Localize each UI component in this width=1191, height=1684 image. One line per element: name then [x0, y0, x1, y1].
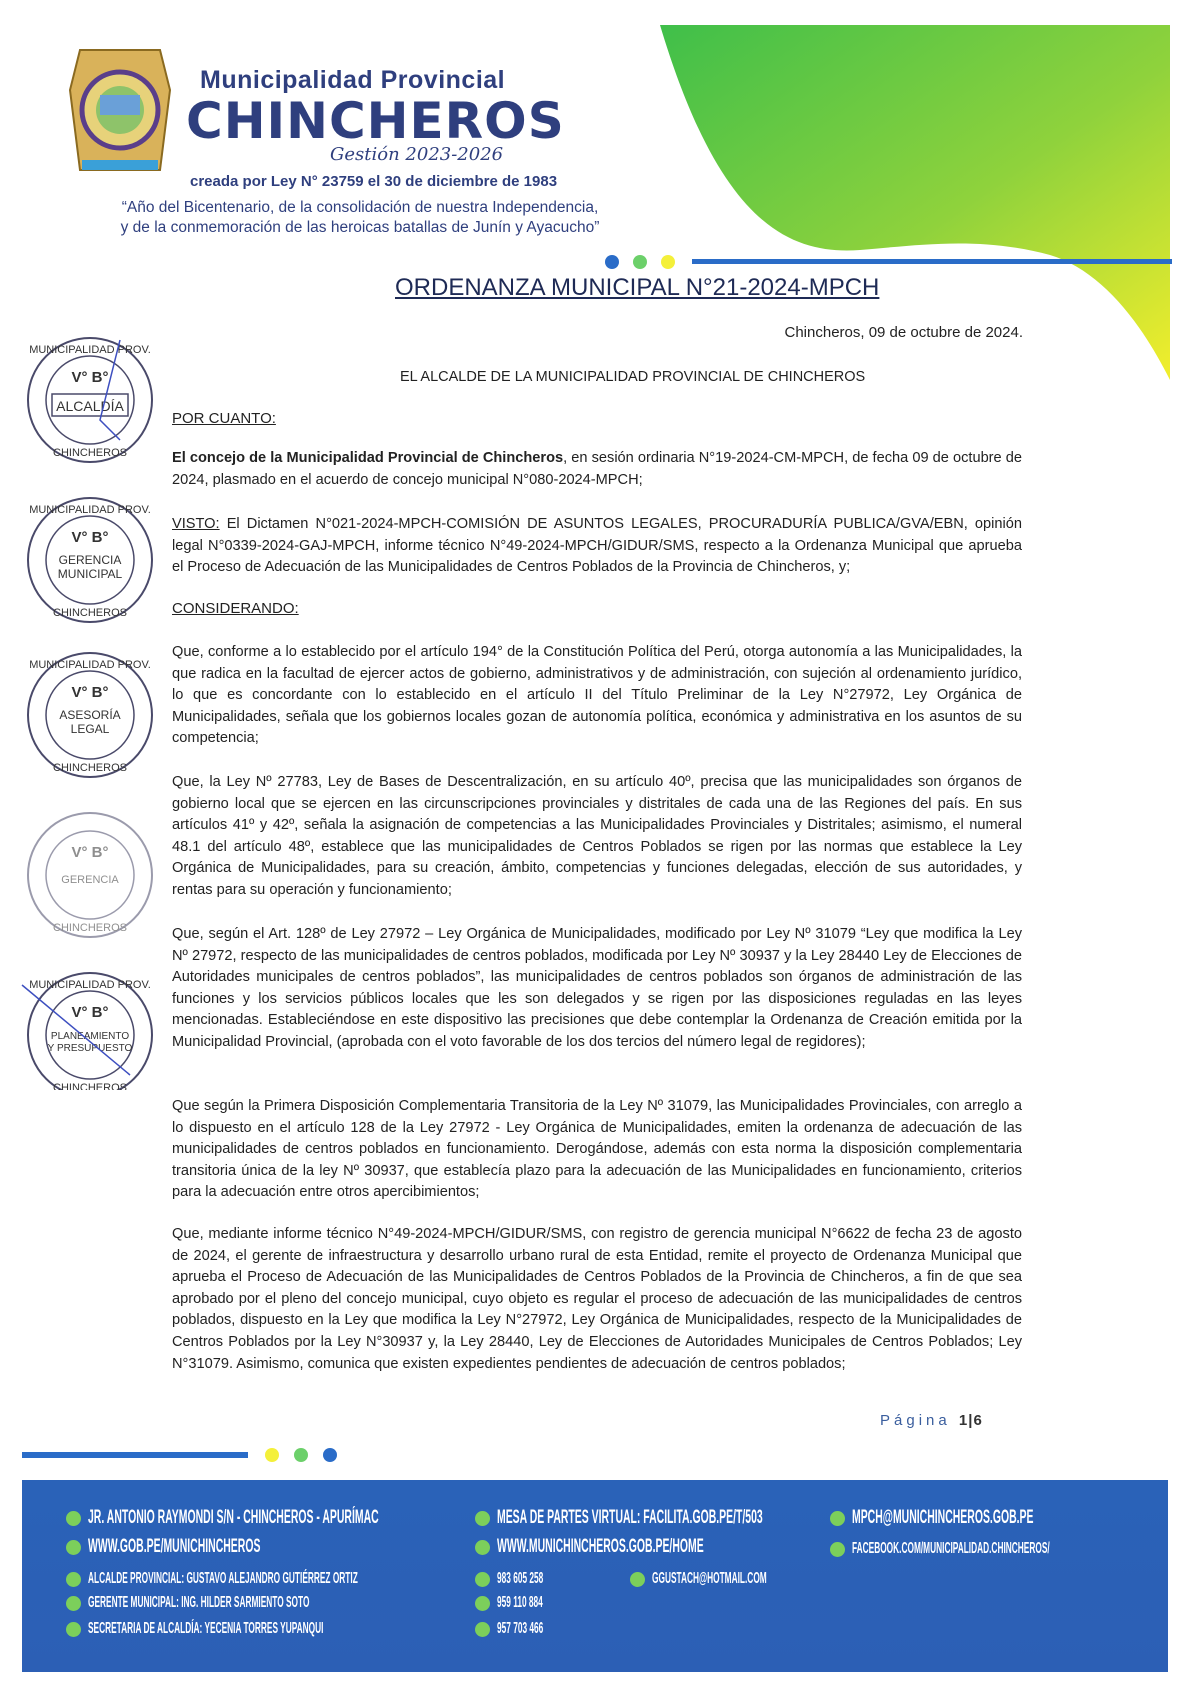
svg-text:ALCALDÍA: ALCALDÍA [56, 398, 124, 414]
address-text: JR. ANTONIO RAYMONDI S/N - CHINCHEROS - APURÍMAC [88, 1507, 379, 1528]
svg-text:V° B°: V° B° [71, 844, 109, 861]
at-icon [630, 1572, 645, 1587]
svg-text:MUNICIPALIDAD PROV.: MUNICIPALIDAD PROV. [29, 344, 151, 356]
svg-text:GERENCIA: GERENCIA [61, 874, 119, 886]
person-icon [66, 1572, 81, 1587]
svg-text:V° B°: V° B° [71, 369, 109, 386]
web-home-text: WWW.MUNICHINCHEROS.GOB.PE/HOME [497, 1536, 704, 1557]
paragraph: Que según la Primera Disposición Complementaria Transitoria de la Ley Nº 31079, las Municipalidades Provinciales, con arreglo a lo dispuesto en el artículo 128 de la Ley 27972 - Ley Orgánica de Municipalidades, emiten la ordenanza de adecuación de las municipalidades de centros poblados en funcionamiento. Derogándose, además con esta norma la disposición complementaria transitoria única de la ley Nº 30937, que establecía plazo para la adecuación de las Municipalidades en funcionamiento, criterios para la adecuación entre otros apercibimientos; [172, 1098, 1022, 1201]
footer-contact-band [22, 1480, 1168, 1672]
issuer: EL ALCALDE DE LA MUNICIPALIDAD PROVINCIAL DE CHINCHEROS [400, 369, 866, 385]
motto-line: y de la conmemoración de las heroicas batallas de Junín y Ayacucho” [120, 219, 600, 236]
svg-text:CHINCHEROS: CHINCHEROS [53, 922, 127, 934]
visto-label: VISTO: [172, 516, 220, 532]
municipal-crest [70, 50, 170, 170]
svg-text:MUNICIPAL: MUNICIPAL [57, 567, 123, 581]
paragraph-concejo [172, 448, 1022, 491]
svg-text:PLANEAMIENTO: PLANEAMIENTO [50, 1031, 130, 1042]
stamp-asesoria-legal [28, 653, 152, 777]
footer-blue-line [22, 1452, 248, 1458]
phone-text: 959 110 884 [497, 1594, 543, 1611]
svg-text:ASESORÍA: ASESORÍA [59, 708, 121, 722]
svg-text:V° B°: V° B° [71, 684, 109, 701]
svg-text:GERENCIA: GERENCIA [58, 553, 122, 567]
stamp-gerencia [28, 813, 152, 937]
page-total: 6 [973, 1412, 983, 1429]
dot-yellow [661, 255, 675, 269]
dot-green [633, 255, 647, 269]
por-cuanto-heading: POR CUANTO: [172, 410, 276, 427]
email2-text: GGUSTACH@HOTMAIL.COM [652, 1570, 767, 1587]
phone-icon [475, 1622, 490, 1637]
stamp-planeamiento [22, 973, 152, 1090]
person-icon [66, 1596, 81, 1611]
page-number: Página 1|6 [880, 1412, 983, 1429]
motto-line: “Año del Bicentenario, de la consolidación de nuestra Independencia, [121, 199, 599, 216]
dot-blue [323, 1448, 337, 1462]
web-gob-text: WWW.GOB.PE/MUNICHINCHEROS [88, 1536, 261, 1557]
svg-text:MUNICIPALIDAD PROV.: MUNICIPALIDAD PROV. [29, 504, 151, 516]
secretaria-text: SECRETARIA DE ALCALDÍA: YECENIA TORRES YUPANQUI [88, 1620, 324, 1637]
visto-text: El Dictamen N°021-2024-MPCH-COMISIÓN DE ASUNTOS LEGALES, PROCURADURÍA PUBLICA/GVA/EBN, opinión legal N°0339-2024-GAJ-MPCH, informe técnico N°49-2024-MPCH/GIDUR/SMS, respecto a la Ordenanza Municipal que aprueba el Proceso de Adecuación de las Municipalidades de Centros Poblados de la Provincia de Chincheros, y; [172, 516, 1022, 576]
page-label: Página [880, 1412, 951, 1429]
approval-stamps [20, 330, 160, 1090]
stamp-alcaldia [28, 338, 152, 462]
globe-icon [475, 1540, 490, 1555]
paragraph: Que, conforme a lo establecido por el artículo 194° de la Constitución Política del Perú, otorga autonomía a las Municipalidades, la que radica en la facultad de ejercer actos de gobierno, administrativos y de administración, con sujeción al ordenamiento jurídico, lo que es concordante con lo establecido en el artículo II del Título Preliminar de la Ley N°27972, Ley Orgánica de Municipalidades, señala que los gobiernos locales gozan de autonomía política, económica y administrativa en los asuntos de su competencia; [172, 644, 1022, 747]
svg-text:V° B°: V° B° [71, 529, 109, 546]
considerando-heading: CONSIDERANDO: [172, 600, 299, 617]
svg-text:CHINCHEROS: CHINCHEROS [53, 762, 127, 774]
paragraph: Que, la Ley Nº 27783, Ley de Bases de Descentralización, en su artículo 40º, precisa que las municipalidades son órganos de gobierno local que se ejercen en las circunscripciones provinciales y distritales de cada una de las Regiones del país. En sus artículos 41º y 42º, señala la asignación de competencias a las Municipalidades Provinciales y Distritales; asimismo, el numeral 48.1 del artículo 48º, establece que las municipalidades de Centros Poblados se rigen por las normas que establece la Ley Orgánica de Municipalidades, para su creación, ámbito, competencias y funciones delegadas, elección de sus autoridades, y rentas para su operación y funcionamiento; [172, 774, 1022, 898]
svg-text:CHINCHEROS: CHINCHEROS [53, 607, 127, 619]
svg-text:CHINCHEROS: CHINCHEROS [53, 447, 127, 459]
concejo-bold: El concejo de la Municipalidad Provincial de Chincheros [172, 450, 564, 466]
person-icon [66, 1622, 81, 1637]
paragraph: Que, mediante informe técnico N°49-2024-MPCH/GIDUR/SMS, con registro de gerencia municipal N°6622 de fecha 23 de agosto de 2024, el gerente de infraestructura y desarrollo urbano rural de esta Entidad, remite el proyecto de Ordenanza Municipal que aprueba el Proceso de Adecuación de las Municipalidades de Centros Poblados de la Provincia de Chincheros, a fin de que sea aprobado por el pleno del concejo municipal, cuyo objeto es regular el proceso de adecuación de las municipalidades de centros poblados, dispuesto en la Ley que modifica la Ley N°27972, Ley Orgánica de Municipalidades, respecto de la Municipalidades de Centros Poblados por la Ley N°30937 y, la Ley 28440, Ley de Elecciones de Autoridades Municipales de Centros Poblados; Ley N°31079. Asimismo, comunica que existen expedientes pendientes de adecuación de centros poblados; [172, 1226, 1022, 1372]
alcalde-text: ALCALDE PROVINCIAL: GUSTAVO ALEJANDRO GUTIÉRREZ ORTIZ [88, 1570, 358, 1587]
document-title: ORDENANZA MUNICIPAL N°21-2024-MPCH [395, 274, 880, 301]
phone-icon [475, 1572, 490, 1587]
institution-name: Municipalidad Provincial [200, 66, 506, 94]
svg-text:Y PRESUPUESTO: Y PRESUPUESTO [47, 1043, 133, 1054]
page-current: 1 [958, 1412, 969, 1429]
mesa-partes-text: MESA DE PARTES VIRTUAL: FACILITA.GOB.PE/T/503 [497, 1507, 763, 1528]
svg-text:CHINCHEROS: CHINCHEROS [53, 1082, 127, 1090]
dot-green [294, 1448, 308, 1462]
dot-blue [605, 255, 619, 269]
stamp-gerencia-municipal [28, 498, 152, 622]
mail-icon [475, 1511, 490, 1526]
year-motto [80, 198, 640, 238]
concejo-text: , en sesión ordinaria N°19-2024-CM-MPCH, de fecha 09 de octubre de 2024, plasmado en el acuerdo de concejo municipal N°080-2024-MPCH; [172, 450, 1022, 488]
document-date: Chincheros, 09 de octubre de 2024. [784, 324, 1023, 341]
dot-yellow [265, 1448, 279, 1462]
phone-text: 957 703 466 [497, 1620, 544, 1637]
gestion-period: Gestión 2023-2026 [330, 144, 504, 165]
gerente-text: GERENTE MUNICIPAL: ING. HILDER SARMIENTO SOTO [88, 1594, 310, 1611]
creation-law: creada por Ley N° 23759 el 30 de diciembre de 1983 [190, 173, 558, 190]
paragraph-visto [172, 514, 1022, 579]
svg-text:V° B°: V° B° [71, 1004, 109, 1021]
header-blue-line [692, 259, 1172, 264]
facebook-icon [830, 1542, 845, 1557]
globe-icon [66, 1540, 81, 1555]
institution-city: CHINCHEROS [186, 92, 565, 150]
paragraph: Que, según el Art. 128º de Ley 27972 – Ley Orgánica de Municipalidades, modificado por Ley Nº 31079 “Ley que modifica la Ley Nº 27972, respecto de las municipalidades de centros poblados, modificada por Ley Nº 30937 y la Ley 28440 Ley de Elecciones de Autoridades municipales de centros poblados”, las municipalidades de centros poblados son órganos de administración de las funciones y los servicios públicos locales que les son delegados y se rigen por las disposiciones reguladas en las leyes mencionadas. Estableciéndose en este dispositivo las precisiones que debe contemplar la Ordenanza de Creación emitida por la Municipalidad Provincial, (aprobada con el voto favorable de los dos tercios del número legal de regidores); [172, 926, 1022, 1050]
svg-text:MUNICIPALIDAD PROV.: MUNICIPALIDAD PROV. [29, 979, 151, 991]
email-text: MPCH@MUNICHINCHEROS.GOB.PE [852, 1507, 1034, 1528]
facebook-text: FACEBOOK.COM/MUNICIPALIDAD.CHINCHEROS/ [852, 1540, 1050, 1557]
phone-icon [475, 1596, 490, 1611]
svg-text:MUNICIPALIDAD PROV.: MUNICIPALIDAD PROV. [29, 659, 151, 671]
location-icon [66, 1511, 81, 1526]
at-icon [830, 1511, 845, 1526]
phone-text: 983 605 258 [497, 1570, 544, 1587]
svg-text:LEGAL: LEGAL [70, 722, 110, 736]
